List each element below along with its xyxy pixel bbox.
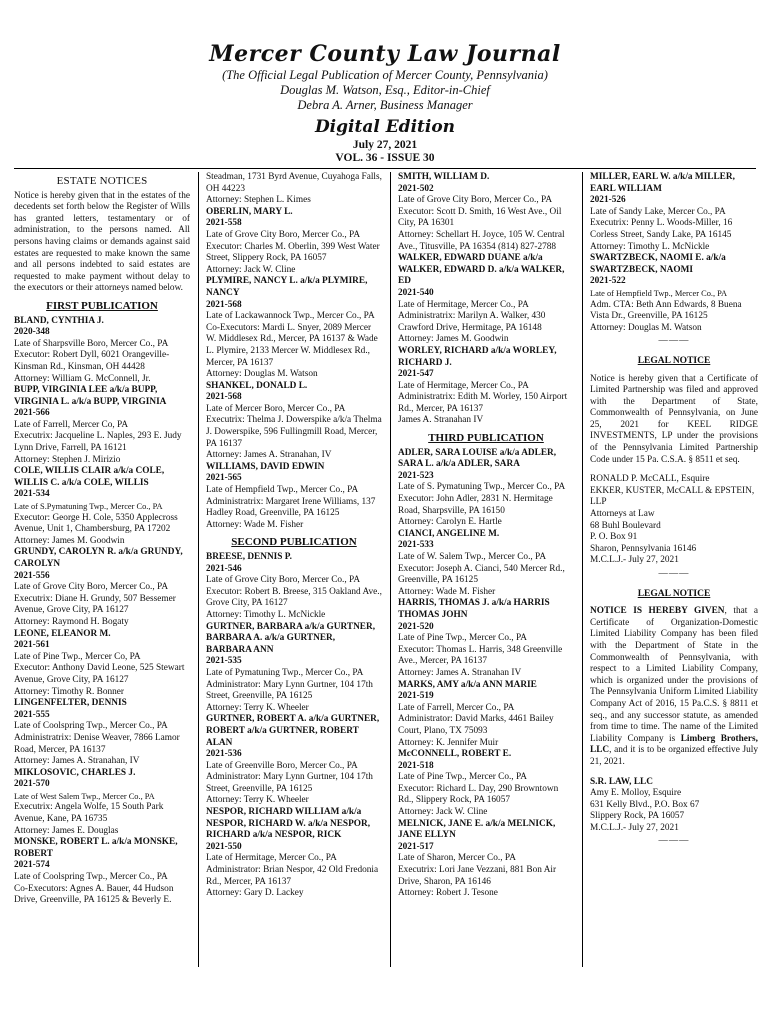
columns	[14, 172, 756, 972]
estate-entry: WALKER, EDWARD DUANE a/k/a WALKER, EDWARD D. a/k/a WALKER, ED 2021-540 Late of Hermitage, Mercer Co., PA Administratrix: Marilyn A. Walker, 430 Crawford Drive, Hermitage, PA 16148 Attorney: James M. Goodwin	[398, 253, 565, 345]
journal-title: Mercer County Law Journal	[209, 41, 561, 67]
estate-entry: COLE, WILLIS CLAIR a/k/a COLE, WILLIS C. a/k/a COLE, WILLIS 2021-534 Late of S.Pymatuning Twp., Mercer Co., PA Executor: George H. Cole, 5350 Applecross Avenue, Unit 1, Chambersburg, PA 17202 Attorney: James M. Goodwin	[14, 466, 178, 546]
estate-entry: MARKS, AMY a/k/a ANN MARIE 2021-519 Late of Farrell, Mercer Co., PA Administrator: David Marks, 4461 Bailey Court, Plano, TX 75093 Attorney: K. Jennifer Muir	[398, 679, 554, 748]
estate-intro: Notice is hereby given that in the estates of the decedents set forth below the Register of Wills has granted letters, testamentary or of administration, to the persons named. All persons having claims or demands against said estates are requested to make known the same and all persons indebted to said estates are requested to make payment without delay to the executors or their attorneys named below.	[14, 190, 190, 294]
issue-date: July 27, 2021	[352, 139, 418, 151]
estate-entry: SMITH, WILLIAM D. 2021-502 Late of Grove City Boro, Mercer Co., PA Executor: Scott D. Smith, 16 West Ave., Oil City, PA 16301 Attorney: Schellart H. Joyce, 105 W. Central Ave., Titusville, PA 16354 (814) 827-2788	[398, 172, 565, 252]
first-publication-heading: FIRST PUBLICATION	[46, 299, 158, 312]
legal-notice-2-text: NOTICE IS HEREBY GIVEN, that a Certificate of Organization-Domestic Limited Liability Company has been filed with the Department of State in the Commonwealth of Pennsylvania, with respect to a Limited Liability Company, which is organized under the provisions of The Pennsylvania Uniform Limited Liability Company Act of 2016, 15 Pa.C.S. § 8811 et seq., and any successor statute, as amended from time to time. The name of the Limited Liability Company is Limberg Brothers, LLC, and it is to be organized effective July 21, 2021.	[590, 606, 758, 767]
second-publication-heading: SECOND PUBLICATION	[231, 536, 357, 549]
third-publication-heading: THIRD PUBLICATION	[428, 432, 544, 445]
legal-notice-1-signature: RONALD P. McCALL, Esquire EKKER, KUSTER, McCALL & EPSTEIN, LLP Attorneys at Law 68 Buhl Boulevard P. O. Box 91 Sharon, Pennsylvania 16146 M.C.L.J.- July 27, 2021	[590, 474, 755, 566]
separator-dash: ———	[658, 569, 690, 579]
column-1	[14, 172, 190, 972]
legal-notice-heading: LEGAL NOTICE	[637, 588, 711, 599]
estate-entry: BUPP, VIRGINIA LEE a/k/a BUPP, VIRGINIA L. a/k/a BUPP, VIRGINIA 2021-566 Late of Farrell, Mercer Co, PA Executrix: Jacqueline L. Naples, 293 E. Judy Lynn Drive, Farrell, PA 16121 Attorney: Stephen J. Mirizio	[14, 385, 182, 465]
estate-entry: MELNICK, JANE E. a/k/a MELNICK, JANE ELLYN 2021-517 Late of Sharon, Mercer Co., PA Executrix: Lori Jane Vezzani, 881 Bon Air Drive, Sharon, PA 16146 Attorney: Robert J. Tesone	[398, 818, 557, 899]
legal-notice-1-text: Notice is hereby given that a Certificate of Limited Partnership was filed and approved with the Department of State, Commonwealth of Pennsylvania, on June 25, 2021 for KEEL RIDGE INVESTMENTS, LP under the provisions of the Pennsylvania Limited Partnership Code under 15 Pa. C.S.A. § 8511 et seq.	[590, 373, 758, 465]
estate-entry: NESPOR, RICHARD WILLIAM a/k/a NESPOR, RICHARD W. a/k/a NESPOR, RICHARD a/k/a NESPOR, RICK 2021-550 Late of Hermitage, Mercer Co., PA Administrator: Brian Nespor, 42 Old Fredonia Rd., Mercer, PA 16137 Attorney: Gary D. Lackey	[206, 807, 379, 899]
separator-dash: ———	[658, 836, 690, 847]
estate-entry: BREESE, DENNIS P. 2021-546 Late of Grove City Boro, Mercer Co., PA Executor: Robert B. Breese, 315 Oakland Ave., Grove City, PA 16127 Attorney: Timothy L. McNickle	[206, 552, 382, 620]
column-4	[590, 172, 758, 972]
estate-entry: ADLER, SARA LOUISE a/k/a ADLER, SARA L. a/k/a ADLER, SARA 2021-523 Late of S. Pymatuning Twp., Mercer Co., PA Executor: John Adler, 2831 N. Hermitage Road, Sharpsville, PA 16150 Attorney: Carolyn E. Hartle	[398, 447, 566, 528]
estate-entry: MILLER, EARL W. a/k/a MILLER, EARL WILLIAM 2021-526 Late of Sandy Lake, Mercer Co., PA Executrix: Penny L. Woods-Miller, 16 Corless Street, Sandy Lake, PA 16145 Attorney: Timothy L. McNickle	[590, 172, 735, 252]
column-divider	[582, 172, 583, 967]
estate-entry: McCONNELL, ROBERT E. 2021-518 Late of Pine Twp., Mercer Co., PA Executor: Richard L. Day, 290 Browntown Rd., Slippery Rock, PA 16057 Attorney: Jack W. Cline	[398, 749, 559, 818]
column-divider	[198, 172, 199, 967]
issue-volume: VOL. 36 - ISSUE 30	[335, 152, 435, 164]
journal-subtitle: (The Official Legal Publication of Mercer County, Pennsylvania)	[222, 68, 548, 82]
estate-entry: WILLIAMS, DAVID EDWIN 2021-565 Late of Hempfield Twp., Mercer Co., PA Administratrix: Margaret Irene Williams, 137 Hadley Road, Greenville, PA 16125 Attorney: Wade M. Fisher	[206, 461, 376, 530]
continued-text: Steadman, 1731 Byrd Avenue, Cuyahoga Falls, OH 44223	[206, 172, 382, 194]
legal-notice-2-signature: Amy E. Molloy, Esquire 631 Kelly Blvd., P.O. Box 67 Slippery Rock, PA 16057 M.C.L.J.- July 27, 2021	[590, 788, 700, 833]
estate-entry: SWARTZBECK, NAOMI E. a/k/a SWARTZBECK, NAOMI 2021-522 Late of Hempfield Twp., Mercer Co., PA Adm. CTA: Beth Ann Edwards, 8 Buena Vista Dr., Greenville, PA 16125 Attorney: Douglas M. Watson	[590, 253, 742, 333]
estate-entry: GURTNER, ROBERT A. a/k/a GURTNER, ROBERT a/k/a GURTNER, ROBERT ALAN 2021-536 Late of Greenville Boro, Mercer Co., PA Administrator: Mary Lynn Gurtner, 104 17th Street, Greenville, PA 16125 Attorney: Terry K. Wheeler	[206, 714, 380, 806]
estate-entry: GRUNDY, CAROLYN R. a/k/a GRUNDY, CAROLYN 2021-556 Late of Grove City Boro, Mercer Co., PA Executrix: Diane H. Grundy, 507 Bessemer Avenue, Grove City, PA 16127 Attorney: Raymond H. Bogaty	[14, 547, 183, 627]
estate-entry: BLAND, CYNTHIA J. 2020-348 Late of Sharpsville Boro, Mercer Co., PA Executor: Robert Dyll, 6021 Orangeville-Kinsman Rd., Kinsman, OH 44428 Attorney: William G. McConnell, Jr.	[14, 315, 170, 384]
estate-entry: SHANKEL, DONALD L. 2021-568 Late of Mercer Boro, Mercer Co., PA Executrix: Thelma J. Dowerspike a/k/a Thelma J. Dowerspike, 596 Fullingmill Road, Mercer, PA 16137 Attorney: James A. Stranahan, IV	[206, 380, 382, 461]
law-firm-name: S.R. LAW, LLC	[590, 776, 653, 787]
estate-entry: CIANCI, ANGELINE M. 2021-533 Late of W. Salem Twp., Mercer Co., PA Executor: Joseph A. Cianci, 540 Mercer Rd., Greenville, PA 16125 Attorney: Wade M. Fisher	[398, 528, 565, 597]
estate-entry: MIKLOSOVIC, CHARLES J. 2021-570 Late of West Salem Twp., Mercer Co., PA Executrix: Angela Wolfe, 15 South Park Avenue, Kane, PA 16735 Attorney: James E. Douglas	[14, 767, 164, 836]
estate-entry: WORLEY, RICHARD a/k/a WORLEY, RICHARD J. 2021-547 Late of Hermitage, Mercer Co., PA Administratrix: Edith M. Worley, 150 Airport Rd., Mercer, PA 16137 James A. Stranahan IV	[398, 345, 568, 426]
legal-notice-heading: LEGAL NOTICE	[637, 355, 711, 366]
column-2: Steadman, 1731 Byrd Avenue, Cuyahoga Falls, OH 44223 Attorney: Stephen L. Kimes OBERLIN, MARY L. 2021-558 Late of Grove City Boro, Mercer Co., PA Executor: Charles M. Oberlin, 399 West Water Street, Slippery Rock, PA 16057 Attorney: Jack W. Cline PLYMIRE, NANCY L. a/k/a PLYMIRE, NANCY 2021-568 Late of Lackawannock Twp., Mercer Co., PA Co-Executors: Mardi L. Snyer, 2089 Mercer W. Middlesex Rd., Mercer, PA 16137 & Wade L. Plymire, 2133 Mercer W. Middlesex Rd., Mercer, PA 16137 Attorney: Douglas M. Watson SHANKEL, DONALD L. 2021-568 Late of Mercer Boro, Mercer Co., PA Executrix: Thelma J. Dowerspike a/k/a Thelma J. Dowerspike, 596 Fullingmill Road, Mercer, PA 16137 Attorney: James A. Stranahan, IV WILLIAMS, DAVID EDWIN 2021-565 Late of Hempfield Twp., Mercer Co., PA Administratrix: Margaret Irene Williams, 137 Hadley Road, Greenville, PA 16125 Attorney: Wade M. Fisher SECOND PUBLICATION BREESE, DENNIS P. 2021-546 Late of Grove City Boro, Mercer Co., PA Executor: Robert B. Breese, 315 Oakland Ave., Grove City, PA 16127 Attorney: Timothy L. McNickle GURTNER, BARBARA a/k/a GURTNER, BARBARA A. a/k/a GURTNER, BARBARA ANN 2021-535 Late of Pymatuning Twp., Mercer Co., PA Administrator: Mary Lynn Gurtner, 104 17th Street, Greenville, PA 16125 Attorney: Terry K. Wheeler GURTNER, ROBERT A. a/k/a GURTNER, ROBERT a/k/a GURTNER, ROBERT ALAN 2021-536 Late of Greenville Boro, Mercer Co., PA Administrator: Mary Lynn Gurtner, 104 17th Street, Greenville, PA 16125 Attorney: Terry K. Wheeler NESPOR, RICHARD WILLIAM a/k/a NESPOR, RICHARD W. a/k/a NESPOR, RICHARD a/k/a NESPOR, RICK 2021-550 Late of Hermitage, Mercer Co., PA Administrator: Brian Nespor, 42 Old Fredonia Rd., Mercer, PA 16137 Attorney: Gary D. Lackey	[206, 172, 382, 899]
estate-entry: LINGENFELTER, DENNIS 2021-555 Late of Coolspring Twp., Mercer Co., PA Administratrix: Denise Weaver, 7866 Lamor Road, Mercer, PA 16137 Attorney: James A. Stranahan, IV	[14, 698, 180, 767]
masthead	[0, 40, 770, 165]
estate-notices-heading: ESTATE NOTICES	[56, 175, 148, 187]
estate-entry: MONSKE, ROBERT L. a/k/a MONSKE, ROBERT 2021-574 Late of Coolspring Twp., Mercer Co., PA Co-Executors: Agnes A. Bauer, 44 Hudson Drive, Greenville, PA 16125 & Beverly E.	[14, 837, 178, 906]
column-3	[398, 172, 574, 972]
estate-entry: LEONE, ELEANOR M. 2021-561 Late of Pine Twp., Mercer Co, PA Executor: Anthony David Leone, 525 Stewart Avenue, Grove City, PA 16127 Attorney: Timothy R. Bonner	[14, 628, 185, 697]
estate-entry: HARRIS, THOMAS J. a/k/a HARRIS THOMAS JOHN 2021-520 Late of Pine Twp., Mercer Co., PA Executor: Thomas L. Harris, 348 Greenville Ave., Mercer, PA 16137 Attorney: James A. Stranahan IV	[398, 598, 563, 678]
estate-entry: OBERLIN, MARY L. 2021-558 Late of Grove City Boro, Mercer Co., PA Executor: Charles M. Oberlin, 399 West Water Street, Slippery Rock, PA 16057 Attorney: Jack W. Cline	[206, 206, 380, 275]
edition-label: Digital Edition	[314, 117, 456, 137]
separator-dash: ———	[658, 336, 690, 347]
column-divider	[390, 172, 391, 967]
editor-line: Douglas M. Watson, Esq., Editor-in-Chief	[280, 83, 490, 97]
estate-entry: GURTNER, BARBARA a/k/a GURTNER, BARBARA A. a/k/a GURTNER, BARBARA ANN 2021-535 Late of Pymatuning Twp., Mercer Co., PA Administrator: Mary Lynn Gurtner, 104 17th Street, Greenville, PA 16125 Attorney: Terry K. Wheeler	[206, 621, 376, 713]
manager-line: Debra A. Arner, Business Manager	[297, 98, 473, 112]
masthead-rule	[14, 168, 756, 169]
estate-entry: PLYMIRE, NANCY L. a/k/a PLYMIRE, NANCY 2021-568 Late of Lackawannock Twp., Mercer Co., PA Co-Executors: Mardi L. Snyer, 2089 Mercer W. Middlesex Rd., Mercer, PA 16137 & Wade L. Plymire, 2133 Mercer W. Middlesex Rd., Mercer, PA 16137 Attorney: Douglas M. Watson	[206, 276, 378, 380]
